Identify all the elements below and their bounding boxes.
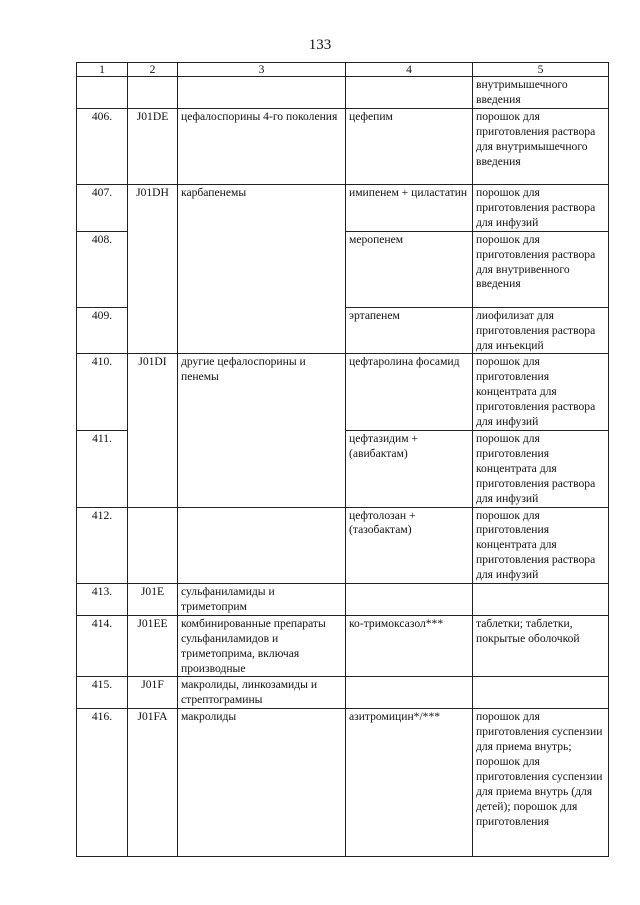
table-row	[77, 709, 609, 857]
pharmacological-group: сульфаниламиды и триметоприм	[178, 584, 346, 616]
dosage-form: порошок для приготовления суспензии для приема внутрь; порошок для приготовления суспензии для приема внутрь (для детей); порошок для приготовления	[473, 709, 609, 857]
table-row	[77, 507, 609, 584]
row-number: 406.	[77, 109, 128, 185]
drug-name: цефтаролина фосамид	[346, 354, 473, 431]
row-number: 416.	[77, 709, 128, 857]
drug-name	[346, 584, 473, 616]
row-number: 410.	[77, 354, 128, 431]
drug-name: азитромицин*/***	[346, 709, 473, 857]
pharmacological-group: макролиды	[178, 709, 346, 857]
drug-name: цефепим	[346, 109, 473, 185]
row-number: 415.	[77, 677, 128, 709]
atc-code: J01E	[128, 584, 178, 616]
row-number: 414.	[77, 615, 128, 677]
dosage-form: порошок для приготовления концентрата для приготовления раствора для инфузий	[473, 507, 609, 584]
atc-code	[128, 507, 178, 584]
table-row	[77, 615, 609, 677]
atc-code: J01F	[128, 677, 178, 709]
pharmacological-group	[178, 77, 346, 109]
atc-code: J01DI	[128, 354, 178, 507]
column-header: 4	[346, 63, 473, 77]
table-row	[77, 185, 609, 232]
table-row	[77, 77, 609, 109]
atc-code: J01EE	[128, 615, 178, 677]
dosage-form: внутримышечного введения	[473, 77, 609, 109]
row-number: 407.	[77, 185, 128, 232]
row-number: 411.	[77, 430, 128, 507]
pharmacological-group	[178, 507, 346, 584]
dosage-form	[473, 584, 609, 616]
dosage-form: порошок для приготовления раствора для внутривенного введения	[473, 231, 609, 307]
table-row	[77, 354, 609, 431]
dosage-form: порошок для приготовления раствора для внутримышечного введения	[473, 109, 609, 185]
page-number: 133	[308, 37, 332, 53]
atc-code: J01DH	[128, 185, 178, 354]
drug-name: ко-тримоксазол***	[346, 615, 473, 677]
pharmacological-group: макролиды, линкозамиды и стрептограмины	[178, 677, 346, 709]
table-row	[77, 584, 609, 616]
column-header: 3	[178, 63, 346, 77]
atc-code: J01FA	[128, 709, 178, 857]
column-header: 5	[473, 63, 609, 77]
pharmacological-group: комбинированные препараты сульфаниламидов и триметоприма, включая производные	[178, 615, 346, 677]
row-number: 412.	[77, 507, 128, 584]
atc-code: J01DE	[128, 109, 178, 185]
drug-name	[346, 77, 473, 109]
drug-name: цефтолозан + (тазобактам)	[346, 507, 473, 584]
row-number: 413.	[77, 584, 128, 616]
row-number	[77, 77, 128, 109]
dosage-form: порошок для приготовления концентрата для приготовления раствора для инфузий	[473, 354, 609, 431]
pharmacological-group: цефалоспорины 4-го поколения	[178, 109, 346, 185]
pharmacological-group: другие цефалоспорины и пенемы	[178, 354, 346, 507]
drug-list-table	[76, 62, 609, 857]
drug-name: имипенем + циластатин	[346, 185, 473, 232]
table-row	[77, 677, 609, 709]
dosage-form: таблетки; таблетки, покрытые оболочкой	[473, 615, 609, 677]
table-header-row	[77, 63, 609, 77]
dosage-form: порошок для приготовления раствора для инфузий	[473, 185, 609, 232]
column-header: 2	[128, 63, 178, 77]
drug-name	[346, 677, 473, 709]
table-row	[77, 109, 609, 185]
row-number: 409.	[77, 307, 128, 354]
dosage-form: лиофилизат для приготовления раствора для инъекций	[473, 307, 609, 354]
drug-name: эртапенем	[346, 307, 473, 354]
pharmacological-group: карбапенемы	[178, 185, 346, 354]
atc-code	[128, 77, 178, 109]
drug-name: цефтазидим + (авибактам)	[346, 430, 473, 507]
dosage-form: порошок для приготовления концентрата для приготовления раствора для инфузий	[473, 430, 609, 507]
row-number: 408.	[77, 231, 128, 307]
column-header: 1	[77, 63, 128, 77]
drug-name: меропенем	[346, 231, 473, 307]
dosage-form	[473, 677, 609, 709]
